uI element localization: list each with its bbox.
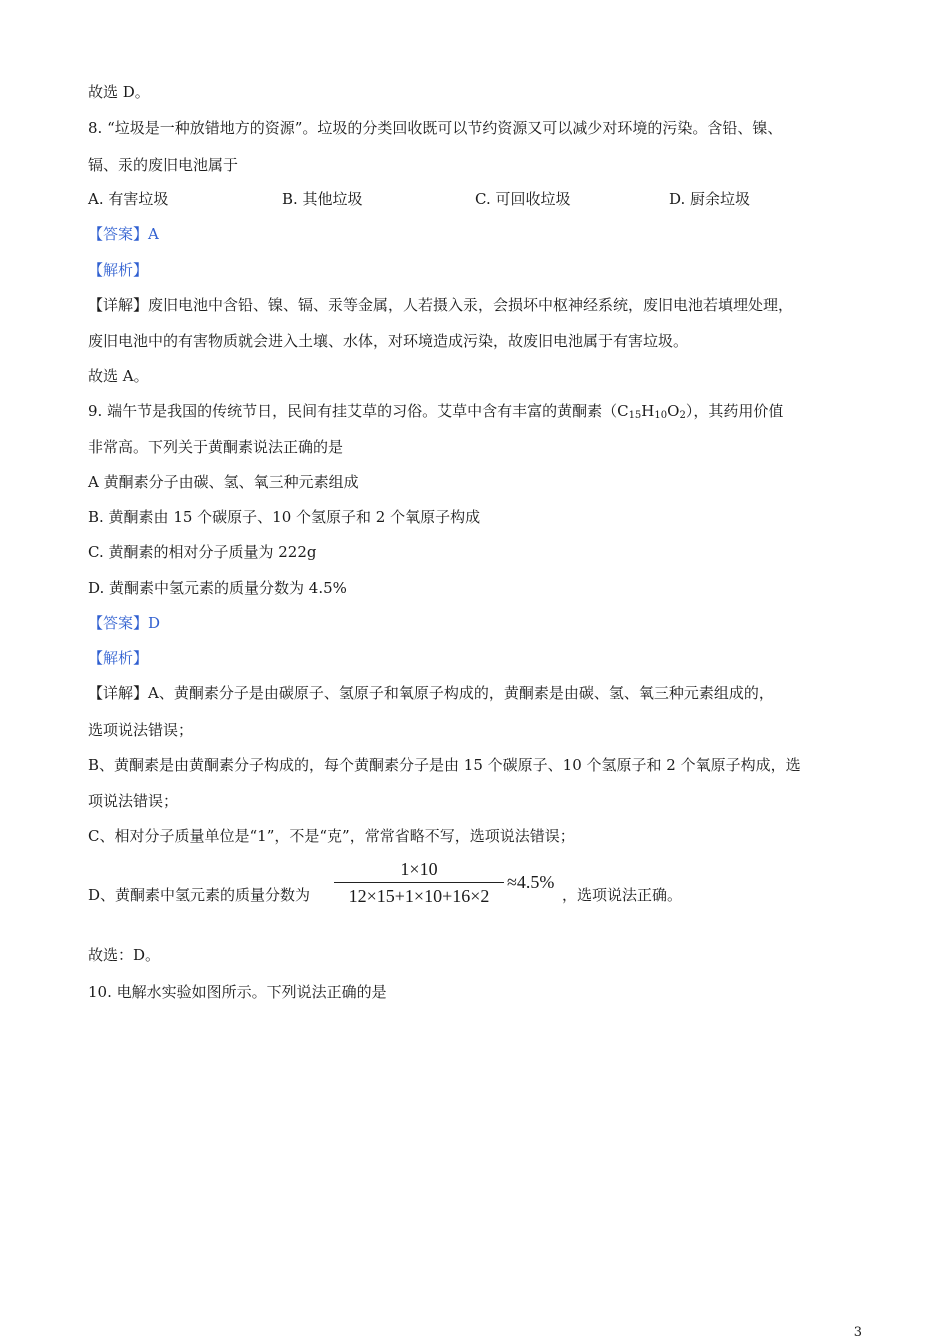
mass-fraction-formula bbox=[334, 858, 504, 907]
formula-sub-o: 2 bbox=[679, 410, 686, 421]
fraction-bar bbox=[334, 882, 504, 883]
q9-selection: 故选：D。 bbox=[88, 946, 161, 964]
formula-h: H bbox=[641, 402, 655, 420]
q9-detail-line3: B、黄酮素是由黄酮素分子构成的，每个黄酮素分子是由 15 个碳原子、10 个氢原子和 2 个氧原子构成，选 bbox=[88, 756, 801, 774]
q9-detail-line2: 选项说法错误； bbox=[88, 721, 194, 739]
q8-detail-line1: 【详解】废旧电池中含铅、镍、镉、汞等金属，人若摄入汞，会损坏中枢神经系统，废旧电池若填埋处理， bbox=[88, 296, 794, 314]
q9-option-a: A 黄酮素分子由碳、氢、氧三种元素组成 bbox=[88, 473, 359, 491]
q8-option-d: D. 厨余垃圾 bbox=[669, 190, 751, 208]
q8-option-a: A. 有害垃圾 bbox=[88, 190, 169, 208]
q9-stem-tail: ），其药用价值 bbox=[685, 402, 784, 420]
q9-detail-line5: C、相对分子质量单位是“1”，不是“克”，常常省略不写，选项说法错误； bbox=[88, 827, 575, 845]
formula-numerator: 1×10 bbox=[400, 859, 438, 879]
q8-analysis-heading: 【解析】 bbox=[88, 261, 149, 279]
q8-answer: 【答案】A bbox=[88, 225, 159, 243]
q8-stem-line1: 8. “垃圾是一种放错地方的资源”。垃圾的分类回收既可以节约资源又可以减少对环境的污染。含铅、镍、 bbox=[88, 119, 783, 137]
q9-detail-line6-prefix: D、黄酮素中氢元素的质量分数为 bbox=[88, 886, 311, 904]
page-number: 3 bbox=[853, 1325, 862, 1340]
q9-option-d: D. 黄酮素中氢元素的质量分数为 4.5% bbox=[88, 579, 347, 597]
q9-answer: 【答案】D bbox=[88, 614, 161, 632]
q9-stem-line2: 非常高。下列关于黄酮素说法正确的是 bbox=[88, 438, 344, 456]
formula-sub-c: 15 bbox=[628, 410, 642, 421]
formula-o: O bbox=[667, 402, 680, 420]
q9-option-c: C. 黄酮素的相对分子质量为 222g bbox=[88, 543, 317, 561]
prev-answer-line: 故选 D。 bbox=[88, 83, 150, 101]
q10-stem: 10. 电解水实验如图所示。下列说法正确的是 bbox=[88, 983, 387, 1001]
q9-option-b: B. 黄酮素由 15 个碳原子、10 个氢原子和 2 个氧原子构成 bbox=[88, 508, 481, 526]
formula-sub-h: 10 bbox=[654, 410, 668, 421]
q8-option-b: B. 其他垃圾 bbox=[282, 190, 363, 208]
formula-denominator: 12×15+1×10+16×2 bbox=[348, 886, 490, 906]
q9-detail-line1: 【详解】A、黄酮素分子是由碳原子、氢原子和氧原子构成的，黄酮素是由碳、氢、氧三种元素组成的， bbox=[88, 684, 774, 702]
q8-detail-line2: 废旧电池中的有害物质就会进入土壤、水体，对环境造成污染，故废旧电池属于有害垃圾。 bbox=[88, 332, 689, 350]
q8-selection: 故选 A。 bbox=[88, 367, 149, 385]
q8-option-c: C. 可回收垃圾 bbox=[475, 190, 571, 208]
q9-detail-line6-suffix: ，选项说法正确。 bbox=[562, 886, 683, 904]
q9-detail-line4: 项说法错误； bbox=[88, 792, 179, 810]
q9-analysis-heading: 【解析】 bbox=[88, 649, 149, 667]
q9-stem-text: 9. 端午节是我国的传统节日，民间有挂艾草的习俗。艾草中含有丰富的黄酮素（C bbox=[88, 402, 629, 420]
q8-stem-line2: 镉、汞的废旧电池属于 bbox=[88, 156, 239, 174]
formula-result: ≈4.5% bbox=[507, 872, 555, 892]
q9-stem-line1 bbox=[88, 401, 783, 426]
